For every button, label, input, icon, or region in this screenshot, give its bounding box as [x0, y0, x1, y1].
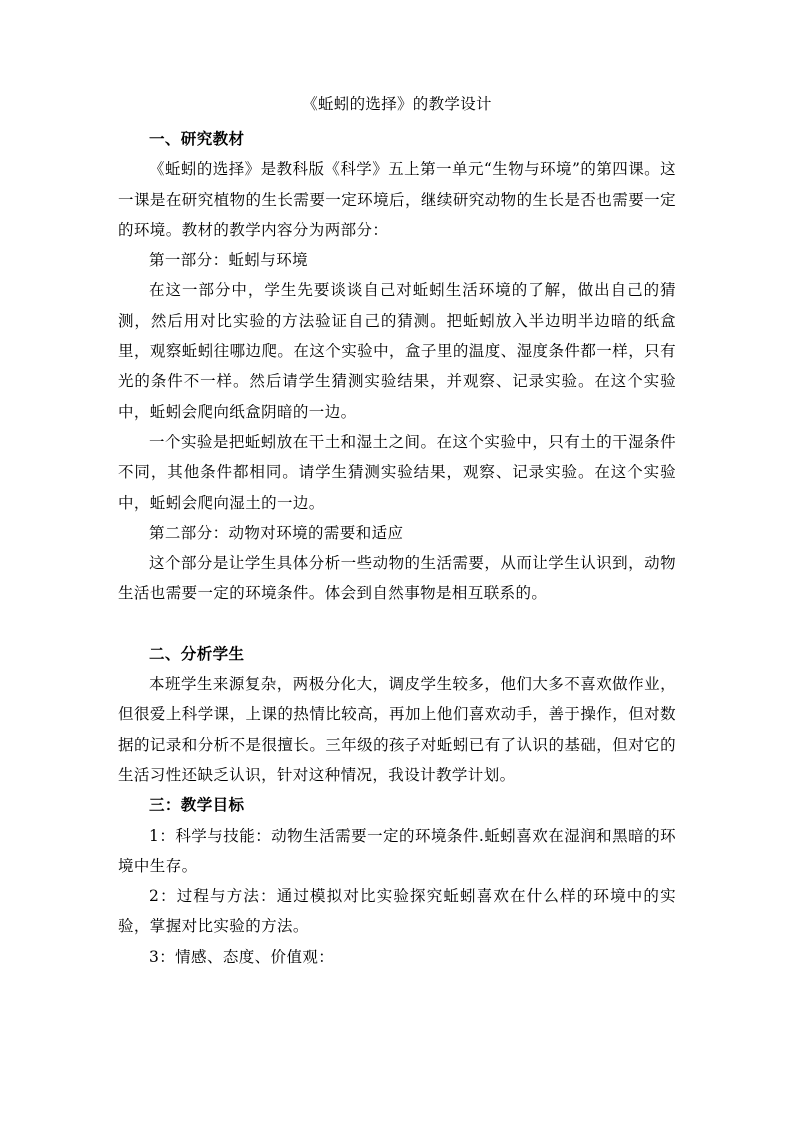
part-2-label: 第二部分：动物对环境的需要和适应	[149, 523, 404, 542]
blank-line	[118, 609, 676, 639]
document-title: 《蚯蚓的选择》的教学设计	[302, 95, 492, 113]
section-3-heading: 三：教学目标	[149, 795, 245, 815]
document-body	[118, 124, 676, 972]
section-1-paragraph-4: 这个部分是让学生具体分析一些动物的生活需要，从而让学生认识到，动物生活也需要一定的环境条件。体会到自然事物是相互联系的。	[118, 554, 676, 603]
section-1-heading: 一、研究教材	[149, 129, 245, 148]
section-1-paragraph-3: 一个实验是把蚯蚓放在干土和湿土之间。在这个实验中，只有土的干湿条件不同，其他条件都相同。请学生猜测实验结果，观察、记录实验。在这个实验中，蚯蚓会爬向湿土的一边。	[118, 432, 676, 512]
section-1-paragraph-1: 《蚯蚓的选择》是教科版《科学》五上第一单元“生物与环境”的第四课。这一课是在研究植物的生长需要一定环境后，继续研究动物的生长是否也需要一定的环境。教材的教学内容分为两部分：	[118, 160, 676, 239]
section-2-paragraph-1: 本班学生来源复杂，两极分化大，调皮学生较多，他们大多不喜欢做作业，但很爱上科学课，上课的热情比较高，再加上他们喜欢动手，善于操作，但对数据的记录和分析不是很擅长。三年级的孩子对蚯蚓已有了认识的基础，但对它的生活习性还缺乏认识，针对这种情况，我设计教学计划。	[118, 675, 676, 784]
goal-2: 2：过程与方法：通过模拟对比实验探究蚯蚓喜欢在什么样的环境中的实验，掌握对比实验的方法。	[118, 887, 676, 936]
goal-1: 1：科学与技能：动物生活需要一定的环境条件.蚯蚓喜欢在湿润和黑暗的环境中生存。	[118, 826, 676, 875]
section-2-heading: 二、分析学生	[149, 643, 245, 663]
section-1-paragraph-2: 在这一部分中，学生先要谈谈自己对蚯蚓生活环境的了解，做出自己的猜测，然后用对比实验的方法验证自己的猜测。把蚯蚓放入半边明半边暗的纸盒里，观察蚯蚓往哪边爬。在这个实验中，盒子里的温度、湿度条件都一样，只有光的条件不一样。然后请学生猜测实验结果，并观察、记录实验。在这个实验中，蚯蚓会爬向纸盒阴暗的一边。	[118, 281, 676, 421]
goal-3: 3：情感、态度、价值观：	[149, 947, 335, 966]
part-1-label: 第一部分：蚯蚓与环境	[149, 251, 309, 270]
